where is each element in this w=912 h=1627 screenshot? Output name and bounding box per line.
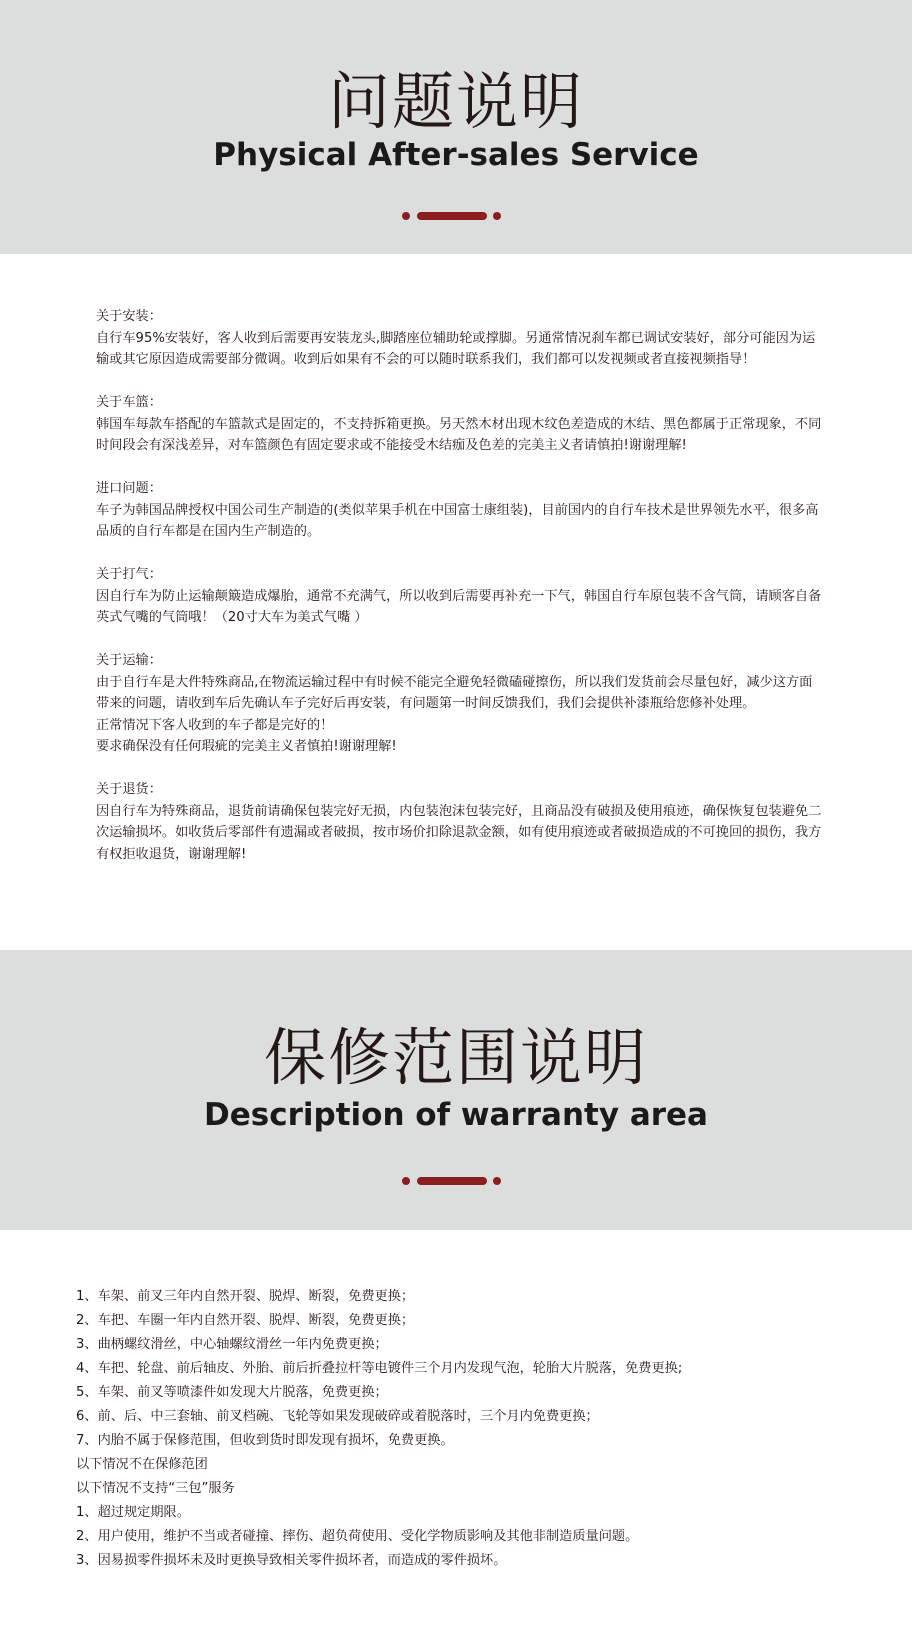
warranty-item: 3、曲柄螺纹滑丝，中心轴螺纹滑丝一年内免费更换； bbox=[76, 1337, 388, 1352]
ornament-dot-right bbox=[493, 212, 501, 220]
warranty-item: 7、内胎不属于保修范围，但收到货时即发现有损坏，免费更换。 bbox=[76, 1433, 454, 1448]
note-shipping bbox=[96, 650, 822, 758]
note-heading: 关于退货： bbox=[96, 782, 162, 797]
ornament-bar bbox=[417, 1177, 487, 1185]
warranty-exclusion-heading: 以下情况不支持“三包”服务 bbox=[76, 1481, 235, 1496]
warranty-title-en: Description of warranty area bbox=[204, 1097, 708, 1133]
note-text: 车子为韩国品牌授权中国公司生产制造的(类似苹果手机在中国富士康组装)，目前国内的自行车技术是世界领先水平，很多高品质的自行车都是在国内生产制造的。 bbox=[96, 502, 819, 539]
warranty-exclusion-item: 3、因易损零件损坏未及时更换导致相关零件损坏者，而造成的零件损坏。 bbox=[76, 1553, 507, 1568]
warranty-title-cn: 保修范围说明 bbox=[263, 1021, 648, 1094]
after-sales-title-en: Physical After-sales Service bbox=[213, 137, 699, 173]
note-installation bbox=[96, 306, 822, 371]
after-sales-title-cn: 问题说明 bbox=[327, 65, 584, 138]
after-sales-header-band bbox=[0, 0, 912, 254]
note-heading: 进口问题： bbox=[96, 481, 162, 496]
note-heading: 关于运输： bbox=[96, 653, 162, 668]
warranty-item: 1、车架、前叉三年内自然开裂、脱焊、断裂，免费更换； bbox=[76, 1289, 415, 1304]
warranty-exclusion-item: 2、用户使用，维护不当或者碰撞、摔伤、超负荷使用、受化学物质影响及其他非制造质量问题。 bbox=[76, 1529, 639, 1544]
warranty-exclusion-heading: 以下情况不在保修范团 bbox=[76, 1457, 208, 1472]
note-text: 自行车95%安装好，客人收到后需要再安装龙头,脚踏座位辅助轮或撑脚。另通常情况刹车都已调试安装好，部分可能因为运输或其它原因造成需要部分微调。收到后如果有不会的可以随时联系我们，我们都可以发视频或者直接视频指导！ bbox=[96, 330, 816, 367]
note-basket bbox=[96, 392, 822, 457]
warranty-list bbox=[76, 1285, 846, 1573]
warranty-item: 4、车把、轮盘、前后轴皮、外胎、前后折叠拉杆等电镀件三个月内发现气泡，轮胎大片脱落，免费更换; bbox=[76, 1361, 683, 1376]
ornament-dot-left bbox=[402, 1177, 410, 1185]
note-heading: 关于打气： bbox=[96, 567, 162, 582]
note-heading: 关于车篮： bbox=[96, 395, 162, 410]
warranty-exclusion-item: 1、超过规定期限。 bbox=[76, 1505, 190, 1520]
note-import bbox=[96, 478, 822, 543]
ornament-dot-left bbox=[402, 212, 410, 220]
note-text: 因自行车为防止运输颠簸造成爆胎，通常不充满气，所以收到后需要再补充一下气，韩国自行车原包装不含气筒，请顾客自备英式气嘴的气筒哦！（20寸大车为美式气嘴 ） bbox=[96, 588, 822, 625]
warranty-item: 5、车架、前叉等喷漆件如发现大片脱落，免费更换； bbox=[76, 1385, 388, 1400]
after-sales-notes bbox=[96, 306, 822, 887]
note-heading: 关于安装： bbox=[96, 309, 162, 324]
ornament-dot-right bbox=[493, 1177, 501, 1185]
note-text: 要求确保没有任何瑕疵的完美主义者慎拍!谢谢理解! bbox=[96, 739, 397, 754]
ornament-bar bbox=[417, 212, 487, 220]
note-text: 正常情况下客人收到的车子都是完好的！ bbox=[96, 717, 334, 733]
note-text: 由于自行车是大件特殊商品,在物流运输过程中有时候不能完全避免轻微磕碰擦伤，所以我们发货前会尽量包好，减少这方面带来的问题，请收到车后先确认车子完好后再安装，有问题第一时间反馈我们，我们会提供补漆瓶给您修补处理。 bbox=[96, 674, 813, 711]
note-inflation bbox=[96, 564, 822, 629]
note-returns bbox=[96, 779, 822, 865]
divider-ornament bbox=[402, 1175, 502, 1187]
note-text: 因自行车为特殊商品，退货前请确保包装完好无损，内包装泡沫包装完好，且商品没有破损及使用痕迹，确保恢复包装避免二次运输损坏。如收货后零部件有遗漏或者破损，按市场价扣除退款金额，如有使用痕迹或者破损造成的不可挽回的损伤，我方有权拒收退货，谢谢理解! bbox=[96, 803, 822, 862]
warranty-header-band bbox=[0, 950, 912, 1230]
divider-ornament bbox=[402, 210, 502, 222]
warranty-item: 6、前、后、中三套轴、前叉档碗、飞轮等如果发现破碎或着脱落时，三个月内免费更换； bbox=[76, 1409, 599, 1424]
note-text: 韩国车每款车搭配的车篮款式是固定的，不支持拆箱更换。另天然木材出现木纹色差造成的木结、黑色都属于正常现象，不同时间段会有深浅差异，对车篮颜色有固定要求或不能接受木结痂及色差的完美主义者请慎拍!谢谢理解! bbox=[96, 416, 822, 453]
warranty-item: 2、车把、车圈一年内自然开裂、脱焊、断裂，免费更换； bbox=[76, 1313, 415, 1328]
